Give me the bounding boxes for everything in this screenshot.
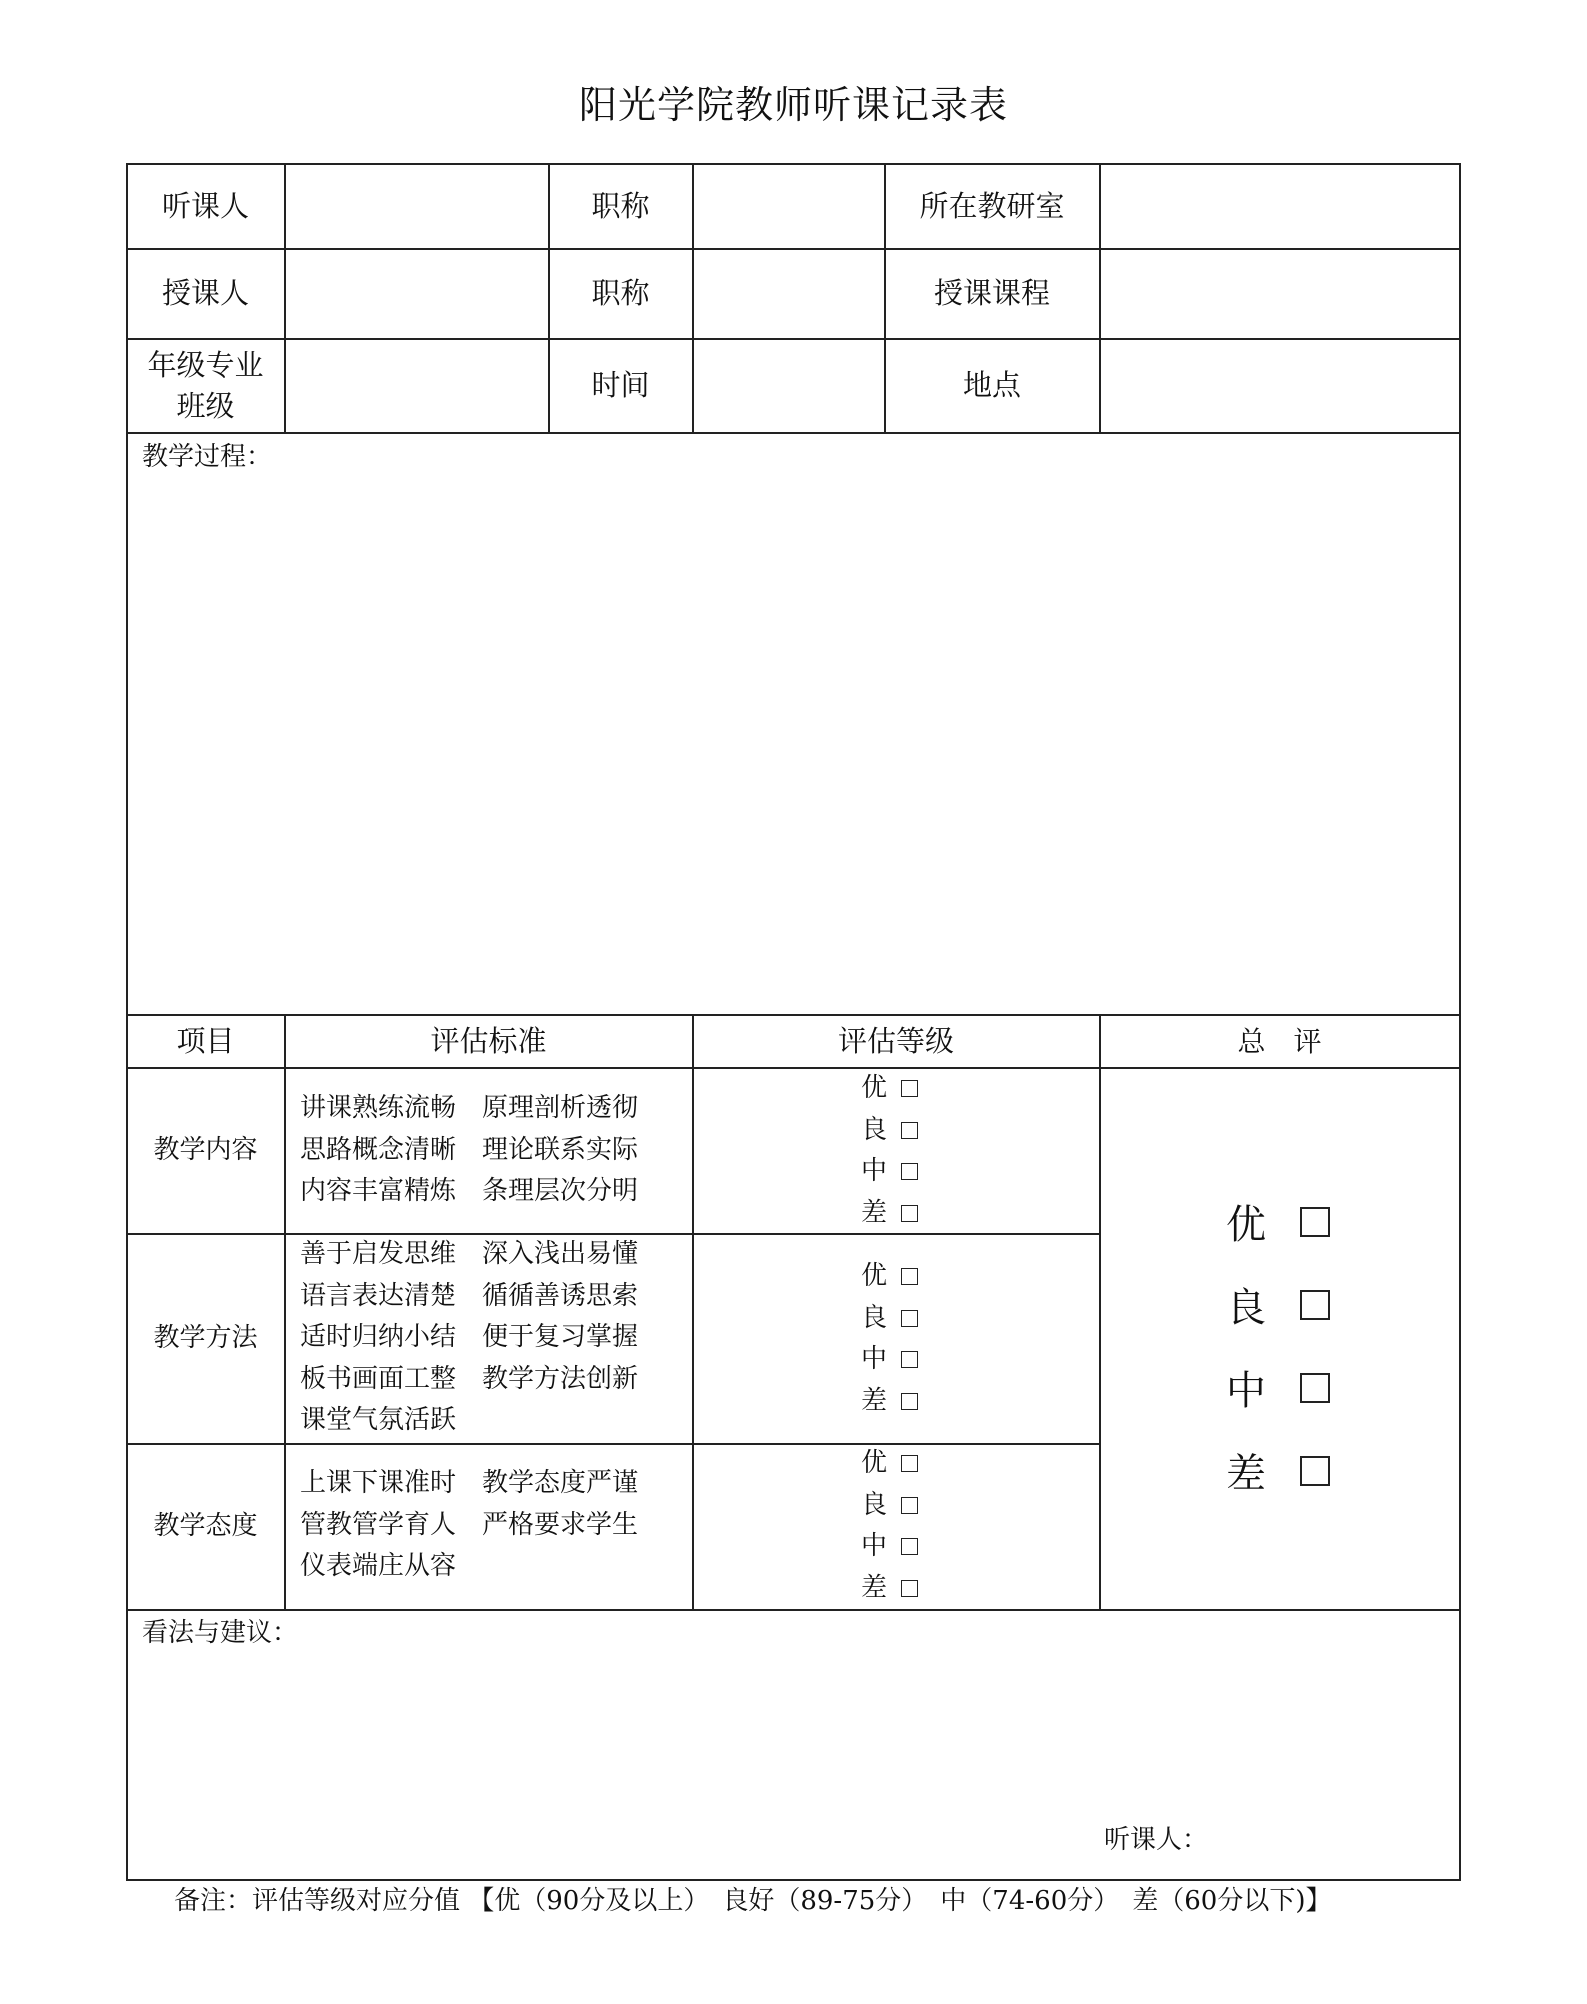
checkbox[interactable] bbox=[1300, 1456, 1330, 1486]
suggestion-label: 看法与建议： bbox=[142, 1618, 299, 1648]
grade-option-label: 良 bbox=[861, 1114, 888, 1145]
dept-field[interactable] bbox=[1100, 164, 1459, 248]
checkbox[interactable] bbox=[901, 1205, 918, 1222]
overall-rating bbox=[1226, 1180, 1330, 1512]
overall-option-label: 差 bbox=[1226, 1451, 1266, 1497]
grade-option-label: 优 bbox=[861, 1448, 888, 1478]
checkbox[interactable] bbox=[901, 1268, 918, 1285]
place-field[interactable] bbox=[1100, 339, 1459, 432]
process-label: 教学过程： bbox=[142, 442, 273, 472]
criteria-line: 上课下课准时 教学态度严谨 bbox=[300, 1468, 639, 1498]
overall-option-poor[interactable] bbox=[1226, 1429, 1330, 1512]
criteria-line: 讲课熟练流畅 原理剖析透彻 bbox=[300, 1093, 639, 1123]
criteria-attitude bbox=[300, 1463, 638, 1588]
teacher-label: 授课人 bbox=[161, 276, 249, 310]
class-field[interactable] bbox=[285, 339, 548, 432]
grade-option-excellent[interactable] bbox=[861, 1068, 918, 1110]
criteria-line: 内容丰富精炼 条理层次分明 bbox=[300, 1176, 639, 1206]
process-text-area[interactable] bbox=[128, 480, 1458, 1012]
criteria-line: 语言表达清楚 循循善诱思索 bbox=[300, 1280, 639, 1311]
grade-option-poor[interactable] bbox=[861, 1381, 918, 1423]
criteria-line: 管教管学育人 严格要求学生 bbox=[300, 1509, 639, 1540]
grade-option-label: 中 bbox=[861, 1531, 888, 1561]
grade-option-label: 差 bbox=[861, 1572, 888, 1603]
grade-option-good[interactable] bbox=[861, 1298, 918, 1340]
listener-title-field[interactable] bbox=[693, 164, 884, 248]
grade-option-excellent[interactable] bbox=[861, 1256, 918, 1298]
footnote: 备注：评估等级对应分值 【优（90分及以上） 良好（89-75分） 中（74-60分） 差（60分以下)】 bbox=[174, 1886, 1332, 1916]
checkbox[interactable] bbox=[901, 1393, 918, 1410]
eval-item-method: 教学方法 bbox=[153, 1323, 258, 1353]
checkbox[interactable] bbox=[901, 1122, 918, 1139]
grade-option-label: 良 bbox=[861, 1302, 888, 1333]
eval-header-overall: 总 评 bbox=[1237, 1024, 1322, 1058]
checkbox[interactable] bbox=[901, 1080, 918, 1097]
grade-option-good[interactable] bbox=[861, 1110, 918, 1152]
checkbox[interactable] bbox=[901, 1455, 918, 1472]
eval-item-attitude: 教学态度 bbox=[153, 1511, 258, 1541]
checkbox[interactable] bbox=[901, 1351, 918, 1368]
checkbox[interactable] bbox=[1300, 1290, 1330, 1320]
checkbox[interactable] bbox=[1300, 1207, 1330, 1237]
suggestion-text-area[interactable] bbox=[128, 1656, 1458, 1806]
eval-header-grade: 评估等级 bbox=[837, 1023, 954, 1058]
grade-option-label: 中 bbox=[861, 1156, 888, 1186]
place-label: 地点 bbox=[962, 368, 1021, 402]
grade-option-label: 优 bbox=[861, 1261, 888, 1291]
criteria-line: 仪表端庄从容 bbox=[300, 1551, 457, 1581]
criteria-line: 课堂气氛活跃 bbox=[300, 1405, 457, 1435]
grade-option-label: 优 bbox=[861, 1073, 888, 1103]
criteria-line: 思路概念清晰 理论联系实际 bbox=[300, 1134, 639, 1165]
eval-item-content: 教学内容 bbox=[153, 1135, 258, 1165]
grade-options-method bbox=[861, 1256, 918, 1422]
teacher-title-field[interactable] bbox=[693, 249, 884, 338]
criteria-line: 适时归纳小结 便于复习掌握 bbox=[300, 1322, 639, 1352]
criteria-method bbox=[300, 1234, 638, 1442]
listener-field[interactable] bbox=[285, 164, 548, 248]
grade-option-medium[interactable] bbox=[861, 1339, 918, 1381]
grade-option-medium[interactable] bbox=[861, 1526, 918, 1568]
criteria-content bbox=[300, 1088, 638, 1213]
class-label-line-2: 班级 bbox=[176, 388, 235, 423]
grade-option-medium[interactable] bbox=[861, 1151, 918, 1193]
overall-option-label: 中 bbox=[1226, 1368, 1266, 1414]
dept-label: 所在教研室 bbox=[919, 188, 1065, 223]
overall-option-medium[interactable] bbox=[1226, 1346, 1330, 1429]
checkbox[interactable] bbox=[901, 1538, 918, 1555]
grade-option-label: 中 bbox=[861, 1344, 888, 1374]
grade-option-label: 差 bbox=[861, 1385, 888, 1416]
time-label: 时间 bbox=[591, 368, 650, 402]
grade-options-content bbox=[861, 1068, 918, 1234]
grade-option-excellent[interactable] bbox=[861, 1443, 918, 1485]
grade-option-label: 差 bbox=[861, 1197, 888, 1228]
overall-option-excellent[interactable] bbox=[1226, 1180, 1330, 1263]
grade-option-label: 良 bbox=[861, 1489, 888, 1520]
teacher-title-label: 职称 bbox=[591, 276, 650, 310]
page-title: 阳光学院教师听课记录表 bbox=[578, 83, 1008, 127]
class-label-line-1: 年级专业 bbox=[147, 347, 264, 382]
eval-header-item: 项目 bbox=[176, 1023, 235, 1058]
grade-options-attitude bbox=[861, 1443, 918, 1609]
overall-option-good[interactable] bbox=[1226, 1263, 1330, 1346]
course-field[interactable] bbox=[1100, 249, 1459, 338]
checkbox[interactable] bbox=[901, 1310, 918, 1327]
grade-option-poor[interactable] bbox=[861, 1193, 918, 1235]
listener-label: 听课人 bbox=[161, 188, 249, 223]
overall-option-label: 优 bbox=[1226, 1202, 1266, 1248]
criteria-line: 板书画面工整 教学方法创新 bbox=[300, 1363, 639, 1394]
time-field[interactable] bbox=[693, 339, 884, 432]
grade-option-poor[interactable] bbox=[861, 1568, 918, 1610]
class-label bbox=[127, 339, 284, 432]
overall-option-label: 良 bbox=[1226, 1285, 1266, 1331]
checkbox[interactable] bbox=[901, 1580, 918, 1597]
criteria-line: 善于启发思维 深入浅出易懂 bbox=[300, 1239, 639, 1269]
teacher-field[interactable] bbox=[285, 249, 548, 338]
eval-header-criteria: 评估标准 bbox=[430, 1023, 547, 1058]
grade-option-good[interactable] bbox=[861, 1485, 918, 1527]
listener-title-label: 职称 bbox=[591, 188, 650, 223]
course-label: 授课课程 bbox=[933, 276, 1050, 310]
checkbox[interactable] bbox=[901, 1163, 918, 1180]
checkbox[interactable] bbox=[1300, 1373, 1330, 1403]
signature-label: 听课人： bbox=[1104, 1825, 1209, 1855]
checkbox[interactable] bbox=[901, 1497, 918, 1514]
